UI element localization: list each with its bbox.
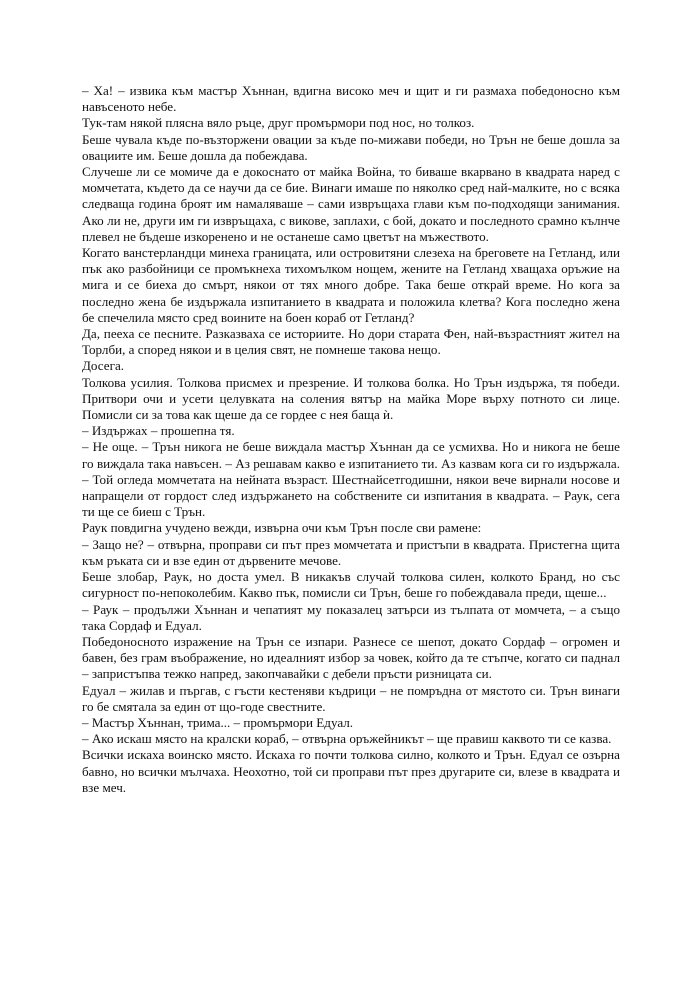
document-page bbox=[82, 83, 620, 796]
paragraph: Случеше ли се момиче да е докоснато от майка Война, то биваше вкарвано в квадрата наред с момчетата, където да се научи да се бие. Винаги имаше по няколко сред най-малките, но с всяка следваща година броят им намаляваше – сами извръщаха глави към по-подходящи занимания. Ако ли не, други им ги извръщаха, с викове, заплахи, с бой, докато и последното срамно кълнче плевел не бъдеше изкоренено и не останеше само цветът на мъжеството. bbox=[82, 164, 620, 244]
paragraph: Беше чувала къде по-възторжени овации за къде по-мижави победи, но Трън не беше дошла за овациите им. Беше дошла да побеждава. bbox=[82, 131, 620, 163]
paragraph: – Раук – продължи Хъннан и чепатият му показалец затърси из тълпата от момчета, – а също така Сордаф и Едуал. bbox=[82, 601, 620, 633]
paragraph: – Ха! – извика към мастър Хъннан, вдигна високо меч и щит и ги размаха победоносно към навъсеното небе. bbox=[82, 83, 620, 115]
paragraph: Когато ванстерландци минеха границата, или островитяни слезеха на бреговете на Гетланд, или пък ако разбойници се промъкнеха тихомълком нощем, жените на Гетланд хващаха оръжие на мига и се биеха до смърт, някои от тях много добре. Така беше открай време. Но кога за последно жена бе издържала изпитанието в квадрата и положила клетва? Кога последно жена бе спечелила място сред воините на боен кораб от Гетланд? bbox=[82, 245, 620, 325]
paragraph: – Защо не? – отвърна, проправи си път през момчетата и пристъпи в квадрата. Пристегна щита към ръката си и взе един от дървените мечове. bbox=[82, 536, 620, 568]
paragraph: Толкова усилия. Толкова присмех и презрение. И толкова болка. Но Трън издържа, тя победи. Притвори очи и усети целувката на соления вятър на майка Море върху потното си лице. Помисли си за това как щеше да се гордее с нея баща ѝ. bbox=[82, 374, 620, 423]
paragraph: – Издържах – прошепна тя. bbox=[82, 423, 235, 439]
paragraph: – Не още. – Трън никога не беше виждала мастър Хъннан да се усмихва. Но и никога не беше го виждала така навъсен. – Аз решавам какво е изпитанието ти. Аз казвам кога си го издържала. – Той огледа момчетата на нейната възраст. Шестнайсетгодишни, някои вече вирнали носове и напращели от гордост след издържането на собствените си изпитания в квадрата. – Раук, сега ти ще се биеш с Трън. bbox=[82, 439, 620, 520]
paragraph: Едуал – жилав и пъргав, с гъсти кестеняви къдрици – не помръдна от мястото си. Трън винаги го бе смятала за един от що-годе свестните. bbox=[82, 682, 620, 714]
paragraph: Беше злобар, Раук, но доста умел. В никакъв случай толкова силен, колкото Бранд, но със сигурност по-непоколебим. Какво пък, помисли си Трън, беше го побеждавала преди, щеше... bbox=[82, 569, 620, 601]
paragraph: Да, пееха се песните. Разказваха се историите. Но дори старата Фен, най-възрастният жител на Торлби, а според някои и в целия свят, не помнеше такова нещо. bbox=[82, 326, 620, 358]
paragraph: Всички искаха воинско място. Искаха го почти толкова силно, колкото и Трън. Едуал се озърна бавно, но всички мълчаха. Неохотно, той си проправи път през другарите си, влезе в квадрата и взе меч. bbox=[82, 747, 620, 795]
paragraph: Раук повдигна учудено вежди, извърна очи към Трън после сви рамене: bbox=[82, 520, 482, 536]
paragraph: Победоносното изражение на Трън се изпари. Разнесе се шепот, докато Сордаф – огромен и бавен, без грам въображение, но идеалният избор за човек, който да те стъпче, когато си паднал – запристъпва тежко напред, закопчавайки с дебели пръсти ризницата си. bbox=[82, 633, 620, 682]
paragraph: Досега. bbox=[82, 358, 125, 374]
paragraph: – Ако искаш място на кралски кораб, – отвърна оръжейникът – ще правиш каквото ти се казва. bbox=[82, 731, 612, 747]
paragraph: – Мастър Хъннан, трима... – промърмори Едуал. bbox=[82, 714, 354, 730]
paragraph: Тук-там някой плясна вяло ръце, друг промърмори под нос, но толкоз. bbox=[82, 115, 475, 131]
